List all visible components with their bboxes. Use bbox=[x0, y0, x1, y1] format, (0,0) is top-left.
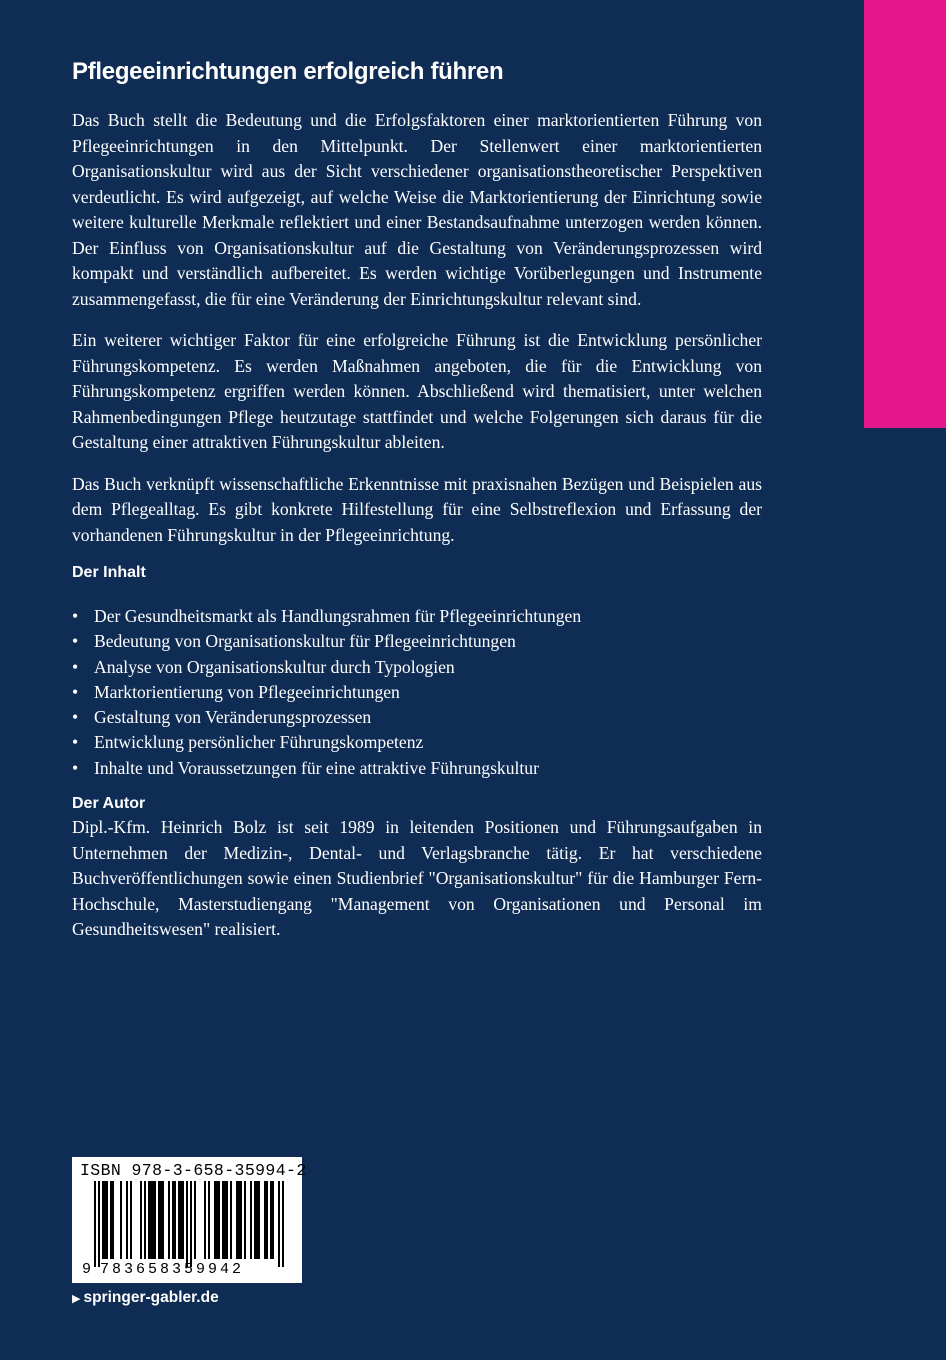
barcode-bar bbox=[240, 1181, 242, 1259]
list-item: • Der Gesundheitsmarkt als Handlungsrahmen für Pflegeeinrichtungen bbox=[72, 604, 762, 629]
barcode-bar bbox=[172, 1181, 174, 1259]
barcode-bar bbox=[102, 1181, 104, 1259]
author-heading: Der Autor bbox=[72, 795, 146, 813]
description-paragraph-3: Das Buch verknüpft wissenschaftliche Erkenntnisse mit praxisnahen Bezügen und Beispielen aus dem Pflegealltag. Es gibt konkrete Hilfestellung für eine Selbstreflexion und Erfassung der vorhandenen Führungskultur in der Pflegeeinrichtung. bbox=[72, 473, 762, 545]
barcode-bar bbox=[178, 1181, 180, 1259]
barcode-bar bbox=[264, 1181, 266, 1259]
contents-list bbox=[72, 604, 762, 781]
barcode-bar bbox=[162, 1181, 164, 1259]
isbn-label: ISBN 978-3-658-35994-2 bbox=[80, 1161, 307, 1180]
barcode-bar bbox=[186, 1181, 188, 1267]
barcode-bar bbox=[144, 1181, 146, 1259]
list-item: • Bedeutung von Organisationskultur für Pflegeeinrichtungen bbox=[72, 629, 762, 654]
barcode-bar bbox=[174, 1181, 176, 1259]
barcode-bar bbox=[130, 1181, 132, 1259]
list-item: • Entwicklung persönlicher Führungskompetenz bbox=[72, 730, 762, 755]
ean-digits: 783658359942 bbox=[100, 1261, 245, 1278]
website-text: springer-gabler.de bbox=[83, 1289, 219, 1306]
barcode-bar bbox=[256, 1181, 258, 1259]
barcode-bar bbox=[168, 1181, 170, 1259]
barcode-bar bbox=[226, 1181, 228, 1259]
barcode-bar bbox=[148, 1181, 150, 1259]
barcode-bar bbox=[278, 1181, 280, 1267]
author-bio: Dipl.-Kfm. Heinrich Bolz ist seit 1989 in leitenden Positionen und Führungsaufgaben in Unternehmen der Medizin-, Dental- und Verlagsbranche tätig. Er hat verschiedene Buchveröffentlichungen sowie einen Studienbrief "Organisationskultur" für die Hamburger Fern-Hochschule, Masterstudiengang "Management von Organisationen und Personal im Gesundheitswesen" realisiert. bbox=[72, 817, 762, 940]
barcode-bar bbox=[152, 1181, 154, 1259]
barcode-bar bbox=[194, 1181, 196, 1259]
barcode-bar bbox=[272, 1181, 274, 1259]
barcode-bar bbox=[216, 1181, 218, 1259]
barcode-bar bbox=[98, 1181, 100, 1267]
barcode-bar bbox=[224, 1181, 226, 1259]
list-item: • Inhalte und Voraussetzungen für eine attraktive Führungskultur bbox=[72, 756, 762, 781]
ean-first-digit: 9 bbox=[82, 1261, 92, 1278]
accent-bar bbox=[864, 0, 946, 428]
barcode-bar bbox=[104, 1181, 106, 1259]
list-item: • Gestaltung von Veränderungsprozessen bbox=[72, 705, 762, 730]
barcode-bar bbox=[106, 1181, 108, 1259]
barcode-bar bbox=[230, 1181, 232, 1259]
barcode-bar bbox=[238, 1181, 240, 1259]
barcode-bar bbox=[258, 1181, 260, 1259]
barcode-bar bbox=[244, 1181, 246, 1259]
barcode-bar bbox=[190, 1181, 192, 1267]
barcode-bar bbox=[204, 1181, 206, 1259]
barcode-bar bbox=[218, 1181, 220, 1259]
book-title: Pflegeeinrichtungen erfolgreich führen bbox=[72, 58, 504, 85]
barcode-bar bbox=[254, 1181, 256, 1259]
description-paragraph-1: Das Buch stellt die Bedeutung und die Erfolgsfaktoren einer marktorientierten Führung von Pflegeeinrichtungen in den Mittelpunkt. Der Stellenwert einer marktorientierten Organisationskultur wird aus der Sicht verschiedener organisationstheoretischer Perspektiven verdeutlicht. Es wird aufgezeigt, auf welche Weise die Marktorientierung der Einrichtung sowie weitere kulturelle Merkmale reflektiert und einer Bestandsaufnahme unterzogen werden können. Der Einfluss von Organisationskultur auf die Gestaltung von Veränderungsprozessen wird kompakt und verständlich aufbereitet. Es werden wichtige Vorüberlegungen und Instrumente zusammengefasst, die für eine Veränderung der Einrichtungskultur relevant sind. bbox=[72, 110, 762, 309]
barcode-bar bbox=[154, 1181, 156, 1259]
publisher-website bbox=[72, 1289, 219, 1307]
barcode-bar bbox=[160, 1181, 162, 1259]
barcode-bar bbox=[236, 1181, 238, 1259]
barcode-bar bbox=[158, 1181, 160, 1259]
barcode-bar bbox=[94, 1181, 96, 1267]
barcode-bar bbox=[126, 1181, 128, 1259]
barcode-bar bbox=[222, 1181, 224, 1259]
barcode-bar bbox=[120, 1181, 122, 1259]
back-cover-content bbox=[72, 58, 762, 943]
isbn-barcode bbox=[72, 1157, 307, 1283]
barcode-bar bbox=[112, 1181, 114, 1259]
barcode-bar bbox=[270, 1181, 272, 1259]
barcode-bar bbox=[282, 1181, 284, 1267]
barcode-bar bbox=[110, 1181, 112, 1259]
description-paragraph-2: Ein weiterer wichtiger Faktor für eine erfolgreiche Führung ist die Entwicklung persönlicher Führungskompetenz. Es werden Maßnahmen angeboten, die für die Entwicklung von Führungskompetenz ergriffen werden können. Abschließend wird thematisiert, unter welchen Rahmenbedingungen Pflege heutzutage stattfindet und welche Folgerungen sich daraus für die Gestaltung einer attraktiven Führungskultur ableiten. bbox=[72, 330, 762, 452]
list-item: • Analyse von Organisationskultur durch Typologien bbox=[72, 655, 762, 680]
barcode-bar bbox=[250, 1181, 252, 1259]
barcode-bar bbox=[266, 1181, 268, 1259]
play-arrow-icon: ▶ bbox=[72, 1293, 81, 1305]
barcode-bar bbox=[182, 1181, 184, 1259]
barcode-bar bbox=[214, 1181, 216, 1259]
barcode-bar bbox=[180, 1181, 182, 1259]
barcode-bar bbox=[150, 1181, 152, 1259]
contents-heading: Der Inhalt bbox=[72, 564, 146, 581]
list-item: • Marktorientierung von Pflegeeinrichtungen bbox=[72, 680, 762, 705]
barcode-bar bbox=[208, 1181, 210, 1259]
barcode-bar bbox=[140, 1181, 142, 1259]
